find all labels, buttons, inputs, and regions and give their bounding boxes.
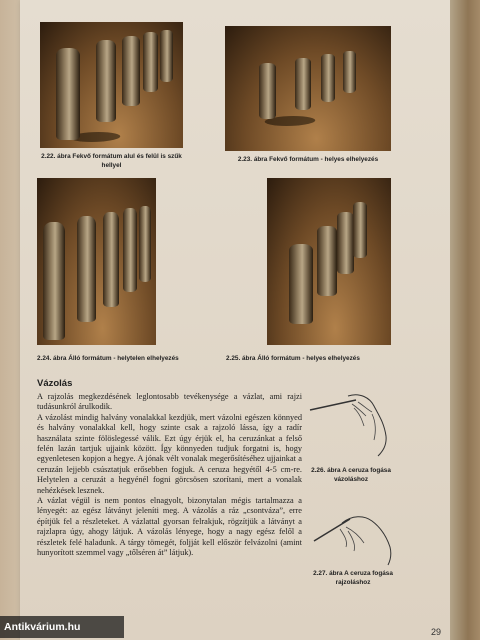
watermark: Antikvárium.hu: [0, 616, 124, 638]
page-number: 29: [431, 627, 442, 637]
figure-2-24-photo: [37, 178, 156, 345]
hand-drawing-with-pencil-sketch-icon: [310, 505, 394, 567]
figure-2-24-caption: 2.24. ábra Álló formátum - helytelen elhelyezés: [37, 355, 179, 362]
figure-2-26-caption: 2.26. ábra A ceruza fogása vázoláshoz: [311, 467, 391, 483]
figure-2-22-caption: 2.22. ábra Fekvő formátum alul és felül is szűk hellyel: [41, 153, 182, 169]
figure-2-23-caption: 2.23. ábra Fekvő formátum - helyes elhelyezés: [237, 156, 379, 163]
figure-2-25-photo: [267, 178, 391, 345]
figure-2-25-caption: 2.25. ábra Álló formátum - helyes elhelyezés: [226, 355, 360, 362]
paragraph: A vázolást mindig halvány vonalakkal kezdjük, mert vázolni egészen könnyed és halvány vonalakkal kell, hogy szinte csak a rajzoló lássa, így a radír használata szinte fölöslegessé válik. Ezt úgy érjük el, ha ceruzánkat a felső felén lazán tartjuk ujjaink között. Így könnyeden tudjuk forgatni is, hogy egyenletesen kopjon a hegye. A jónak vélt vonalak megerősítéséhez ujjainkat a ceruzán lejjebb csúsztatjuk erősebben fogjuk. A ceruza hegyétől 4-5 cm-re. Helytelen a ceruzát a hegyénél fogni görcsösen szorítani, mert a vonalak nehézkések lesznek.: [37, 412, 302, 495]
figure-2-23-photo: [225, 26, 391, 151]
figure-2-22-photo: [40, 22, 183, 148]
book-spine-edge: [450, 0, 480, 640]
paragraph: A vázlat végül is nem pontos elnagyolt, bizonytalan mégis tartalmazza a lényegét: az egész látványt jeleníti meg. A vázolás a ráz „csontváza”, erre építjük fel a részleteket. A vázlattal gyorsan felrakjuk, rögzítjük a látványt a rajzlapra úgy, ahogy látjuk. A vázolás lényege, hogy a nagy egész felől a részletek felé haladunk. A tárgy tömegét, foljját kell először felvázolni (amint hunyorított szemmel vagy „tőlséren át” látjuk).: [37, 496, 302, 558]
paragraph: A rajzolás megkezdésének leglontosabb tevékenysége a vázlat, ami rajzi tudásunkról árulkodik.: [37, 392, 302, 412]
figure-2-27-caption: 2.27. ábra A ceruza fogása rajzoláshoz: [313, 570, 393, 586]
section-heading: Vázolás: [37, 378, 73, 389]
hand-holding-pencil-sketch-icon: [308, 392, 392, 458]
section-body: [37, 392, 302, 559]
